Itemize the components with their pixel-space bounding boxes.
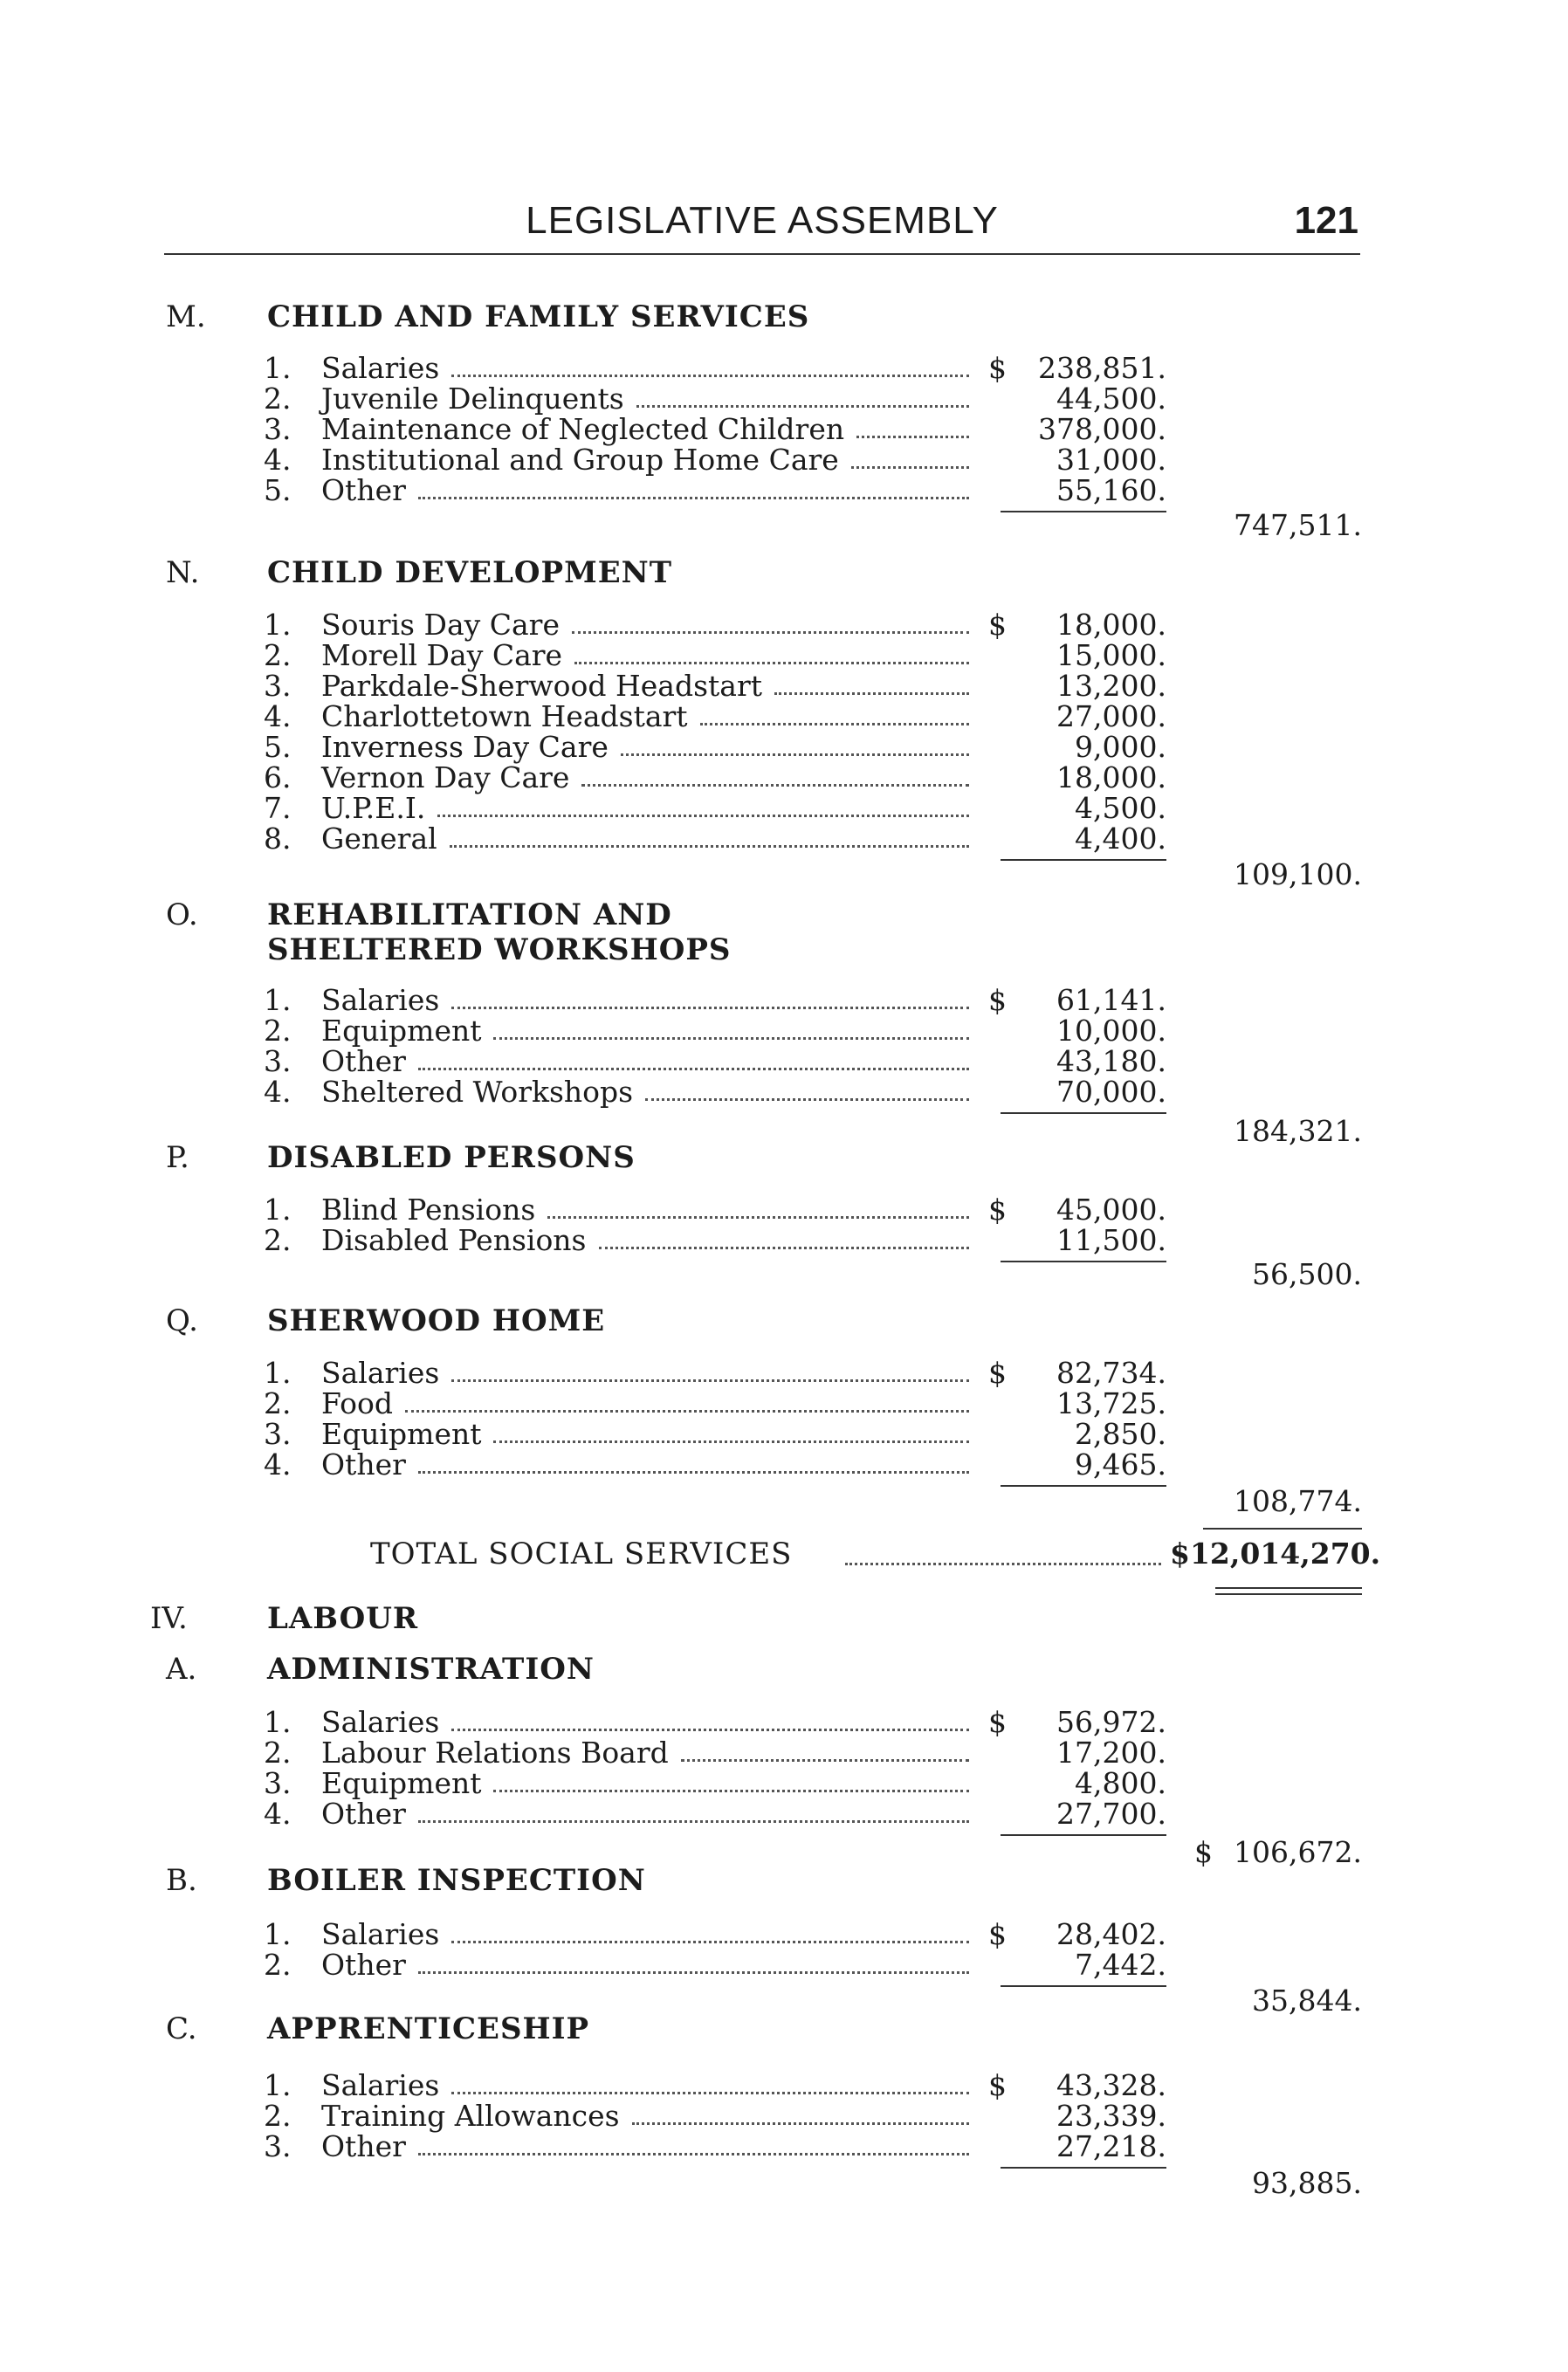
dot-leader xyxy=(418,1471,969,1474)
item-label: U.P.E.I. xyxy=(321,791,426,825)
item-label: General xyxy=(321,822,437,856)
section-letter: A. xyxy=(166,1652,197,1687)
dot-leader xyxy=(581,784,969,787)
item-label: Salaries xyxy=(321,351,440,385)
subtotal-rule xyxy=(1001,859,1166,861)
item-number: 2. xyxy=(264,1223,292,1257)
subtotal-rule xyxy=(1001,1261,1166,1262)
section-total: 108,774. xyxy=(1234,1484,1362,1518)
item-amount: 45,000. xyxy=(1056,1193,1166,1227)
section-total: 93,885. xyxy=(1252,2166,1362,2200)
subtotal-rule xyxy=(1001,1985,1166,1987)
item-label: Institutional and Group Home Care xyxy=(321,443,839,477)
dot-leader xyxy=(451,1379,969,1382)
dot-leader xyxy=(418,1820,969,1823)
dot-leader xyxy=(645,1098,969,1101)
dot-leader xyxy=(418,1068,969,1070)
dot-leader xyxy=(681,1759,969,1762)
item-amount: 7,442. xyxy=(1075,1948,1166,1982)
item-amount: 11,500. xyxy=(1056,1223,1166,1257)
item-amount: 70,000. xyxy=(1056,1075,1166,1109)
dollar-sign: $ xyxy=(988,351,1007,385)
item-amount: 13,200. xyxy=(1056,669,1166,703)
item-label: Souris Day Care xyxy=(321,608,560,642)
subtotal-rule xyxy=(1001,2167,1166,2169)
item-amount: 28,402. xyxy=(1056,1917,1166,1951)
item-number: 1. xyxy=(264,2068,292,2102)
dollar-sign: $ xyxy=(988,608,1007,642)
item-amount: 43,180. xyxy=(1056,1044,1166,1078)
section-title: REHABILITATION AND xyxy=(267,897,672,932)
item-amount: 44,500. xyxy=(1056,382,1166,416)
item-label: Food xyxy=(321,1386,393,1420)
item-label: Salaries xyxy=(321,1356,440,1390)
item-label: Salaries xyxy=(321,2068,440,2102)
section-title: CHILD AND FAMILY SERVICES xyxy=(267,299,810,334)
item-amount: 13,725. xyxy=(1056,1386,1166,1420)
item-number: 1. xyxy=(264,1917,292,1951)
item-number: 4. xyxy=(264,1447,292,1482)
item-amount: 4,400. xyxy=(1075,822,1166,856)
item-number: 6. xyxy=(264,760,292,794)
dot-leader xyxy=(493,1440,969,1443)
dot-leader xyxy=(636,405,969,408)
item-label: Disabled Pensions xyxy=(321,1223,587,1257)
page-header xyxy=(164,199,1360,251)
item-amount: 4,800. xyxy=(1075,1766,1166,1800)
item-number: 1. xyxy=(264,983,292,1017)
dot-leader xyxy=(451,375,969,377)
section-total: 35,844. xyxy=(1252,1984,1362,2018)
dot-leader xyxy=(572,631,969,634)
item-number: 5. xyxy=(264,730,292,764)
dot-leader xyxy=(547,1216,969,1219)
item-amount: 238,851. xyxy=(1038,351,1166,385)
part-numeral: IV. xyxy=(150,1601,188,1636)
item-label: Blind Pensions xyxy=(321,1193,536,1227)
item-label: Other xyxy=(321,1797,406,1831)
item-amount: 43,328. xyxy=(1056,2068,1166,2102)
section-total: 747,511. xyxy=(1234,508,1362,542)
item-label: Inverness Day Care xyxy=(321,730,609,764)
dot-leader xyxy=(450,845,969,848)
item-amount: 10,000. xyxy=(1056,1014,1166,1048)
dot-leader xyxy=(700,723,969,725)
item-amount: 61,141. xyxy=(1056,983,1166,1017)
item-number: 1. xyxy=(264,351,292,385)
section-title: SHELTERED WORKSHOPS xyxy=(267,932,732,967)
dot-leader xyxy=(845,1563,1161,1565)
item-label: Labour Relations Board xyxy=(321,1736,669,1770)
dollar-sign: $ xyxy=(1194,1835,1213,1869)
item-number: 8. xyxy=(264,822,292,856)
item-number: 3. xyxy=(264,1766,292,1800)
section-letter: M. xyxy=(166,299,206,334)
section-title: ADMINISTRATION xyxy=(267,1652,595,1687)
item-amount: 56,972. xyxy=(1056,1705,1166,1739)
item-label: Other xyxy=(321,2129,406,2163)
item-amount: 9,000. xyxy=(1075,730,1166,764)
item-number: 3. xyxy=(264,2129,292,2163)
item-label: Juvenile Delinquents xyxy=(321,382,624,416)
part-title: LABOUR xyxy=(267,1601,419,1636)
item-amount: 9,465. xyxy=(1075,1447,1166,1482)
subtotal-rule xyxy=(1001,1834,1166,1836)
subtotal-rule xyxy=(1001,1485,1166,1487)
item-number: 3. xyxy=(264,1417,292,1451)
item-number: 2. xyxy=(264,2099,292,2133)
dot-leader xyxy=(418,2153,969,2155)
section-total: 56,500. xyxy=(1252,1257,1362,1291)
item-number: 3. xyxy=(264,669,292,703)
item-amount: 23,339. xyxy=(1056,2099,1166,2133)
item-number: 2. xyxy=(264,638,292,672)
section-letter: P. xyxy=(166,1140,189,1175)
item-label: Other xyxy=(321,1948,406,1982)
item-amount: 27,700. xyxy=(1056,1797,1166,1831)
item-label: Vernon Day Care xyxy=(321,760,570,794)
item-amount: 2,850. xyxy=(1075,1417,1166,1451)
item-number: 4. xyxy=(264,443,292,477)
dot-leader xyxy=(451,1729,969,1731)
subtotal-rule xyxy=(1001,1112,1166,1114)
item-number: 3. xyxy=(264,1044,292,1078)
item-number: 4. xyxy=(264,1797,292,1831)
section-title: APPRENTICESHIP xyxy=(267,2011,590,2046)
item-amount: 15,000. xyxy=(1056,638,1166,672)
dot-leader xyxy=(774,692,969,695)
item-amount: 27,218. xyxy=(1056,2129,1166,2163)
item-amount: 27,000. xyxy=(1056,699,1166,733)
item-number: 4. xyxy=(264,1075,292,1109)
item-number: 1. xyxy=(264,608,292,642)
section-title: BOILER INSPECTION xyxy=(267,1863,646,1898)
item-amount: 31,000. xyxy=(1056,443,1166,477)
item-label: Salaries xyxy=(321,1705,440,1739)
section-letter: B. xyxy=(166,1863,197,1898)
item-label: Salaries xyxy=(321,1917,440,1951)
item-label: Other xyxy=(321,1044,406,1078)
item-number: 1. xyxy=(264,1193,292,1227)
dollar-sign: $ xyxy=(988,1356,1007,1390)
dollar-sign: $ xyxy=(988,1705,1007,1739)
section-letter: N. xyxy=(166,555,200,590)
item-number: 2. xyxy=(264,1014,292,1048)
dot-leader xyxy=(851,466,969,469)
section-total: 184,321. xyxy=(1234,1114,1362,1148)
section-letter: O. xyxy=(166,897,198,932)
dollar-sign: $ xyxy=(988,983,1007,1017)
item-number: 2. xyxy=(264,1948,292,1982)
dot-leader xyxy=(621,753,969,756)
item-label: Equipment xyxy=(321,1014,482,1048)
item-number: 2. xyxy=(264,1736,292,1770)
item-label: Other xyxy=(321,473,406,507)
item-number: 1. xyxy=(264,1356,292,1390)
dollar-sign: $ xyxy=(988,1193,1007,1227)
grand-total-amount: $12,014,270. xyxy=(1170,1537,1381,1571)
header-title: LEGISLATIVE ASSEMBLY xyxy=(526,199,999,242)
dot-leader xyxy=(418,1971,969,1974)
dot-leader xyxy=(599,1247,970,1249)
item-amount: 82,734. xyxy=(1056,1356,1166,1390)
section-letter: C. xyxy=(166,2011,197,2046)
item-label: Charlottetown Headstart xyxy=(321,699,688,733)
grand-total-double-rule xyxy=(1215,1587,1362,1595)
header-rule xyxy=(164,253,1360,255)
grand-total-rule-top xyxy=(1203,1528,1362,1530)
dot-leader xyxy=(574,662,969,664)
item-number: 1. xyxy=(264,1705,292,1739)
item-number: 4. xyxy=(264,699,292,733)
dot-leader xyxy=(418,497,969,499)
dollar-sign: $ xyxy=(988,1917,1007,1951)
item-amount: 378,000. xyxy=(1038,412,1166,446)
item-label: Equipment xyxy=(321,1417,482,1451)
dot-leader xyxy=(405,1410,969,1413)
item-number: 3. xyxy=(264,412,292,446)
section-letter: Q. xyxy=(166,1303,198,1338)
item-label: Training Allowances xyxy=(321,2099,620,2133)
item-amount: 18,000. xyxy=(1056,760,1166,794)
item-label: Other xyxy=(321,1447,406,1482)
grand-total-label: TOTAL SOCIAL SERVICES xyxy=(370,1537,793,1571)
item-label: Parkdale-Sherwood Headstart xyxy=(321,669,762,703)
dot-leader xyxy=(451,2092,969,2094)
item-amount: 55,160. xyxy=(1056,473,1166,507)
item-number: 7. xyxy=(264,791,292,825)
section-total: 106,672. xyxy=(1234,1835,1362,1869)
dot-leader xyxy=(451,1007,969,1009)
item-label: Morell Day Care xyxy=(321,638,563,672)
item-label: Equipment xyxy=(321,1766,482,1800)
item-amount: 18,000. xyxy=(1056,608,1166,642)
item-number: 2. xyxy=(264,1386,292,1420)
item-label: Salaries xyxy=(321,983,440,1017)
subtotal-rule xyxy=(1001,511,1166,512)
section-total: 109,100. xyxy=(1234,857,1362,891)
dot-leader xyxy=(632,2122,969,2125)
item-number: 2. xyxy=(264,382,292,416)
dot-leader xyxy=(437,815,969,817)
section-title: DISABLED PERSONS xyxy=(267,1140,636,1175)
item-number: 5. xyxy=(264,473,292,507)
section-title: SHERWOOD HOME xyxy=(267,1303,606,1338)
dot-leader xyxy=(493,1037,969,1040)
dot-leader xyxy=(451,1941,969,1943)
section-title: CHILD DEVELOPMENT xyxy=(267,555,673,590)
dollar-sign: $ xyxy=(988,2068,1007,2102)
item-amount: 17,200. xyxy=(1056,1736,1166,1770)
dot-leader xyxy=(856,436,969,438)
item-label: Maintenance of Neglected Children xyxy=(321,412,845,446)
item-label: Sheltered Workshops xyxy=(321,1075,634,1109)
page-number: 121 xyxy=(1294,199,1358,242)
dot-leader xyxy=(493,1790,969,1792)
item-amount: 4,500. xyxy=(1075,791,1166,825)
